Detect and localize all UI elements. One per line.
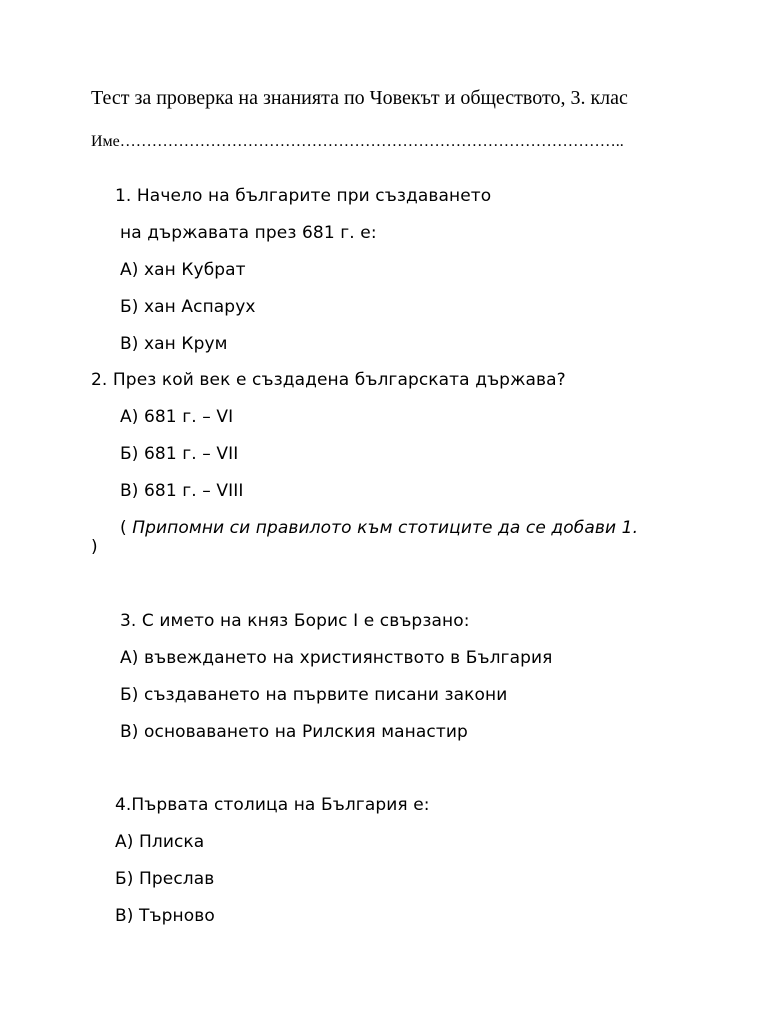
question-1-line-1: 1. Начело на българите при създаването: [115, 186, 492, 206]
question-2-option-c: В) 681 г. – VIII: [120, 481, 244, 501]
question-1-option-a: А) хан Кубрат: [120, 260, 246, 280]
question-2-option-b: Б) 681 г. – VII: [120, 444, 239, 464]
question-1-line-2: на държавата през 681 г. е:: [120, 223, 377, 243]
question-2: 2. През кой век е създадена българската държава?: [91, 370, 566, 390]
question-3-option-c: В) основаването на Рилския манастир: [120, 722, 468, 742]
document-title: Тест за проверка на знанията по Човекът и обществото, 3. клас: [91, 87, 628, 109]
question-4-option-c: В) Търново: [115, 906, 215, 926]
question-3-option-a: А) въвеждането на християнството в България: [120, 648, 553, 668]
name-field-line: Име…………………………………………………………………………………..: [91, 133, 624, 150]
question-1-option-b: Б) хан Аспарух: [120, 297, 256, 317]
question-3-option-b: Б) създаването на първите писани закони: [120, 685, 508, 705]
question-1-option-c: В) хан Крум: [120, 334, 228, 354]
hint-close-paren: ): [91, 537, 98, 557]
question-2-option-a: А) 681 г. – VI: [120, 407, 234, 427]
hint-open-paren: (: [120, 518, 133, 538]
question-3: 3. С името на княз Борис I е свързано:: [120, 611, 470, 631]
question-2-hint: [120, 520, 638, 537]
question-4-option-b: Б) Преслав: [115, 869, 215, 889]
question-4: 4.Първата столица на България е:: [115, 795, 430, 815]
hint-text: Припомни си правилото към стотиците да се добави 1.: [132, 518, 639, 538]
question-4-option-a: А) Плиска: [115, 832, 205, 852]
